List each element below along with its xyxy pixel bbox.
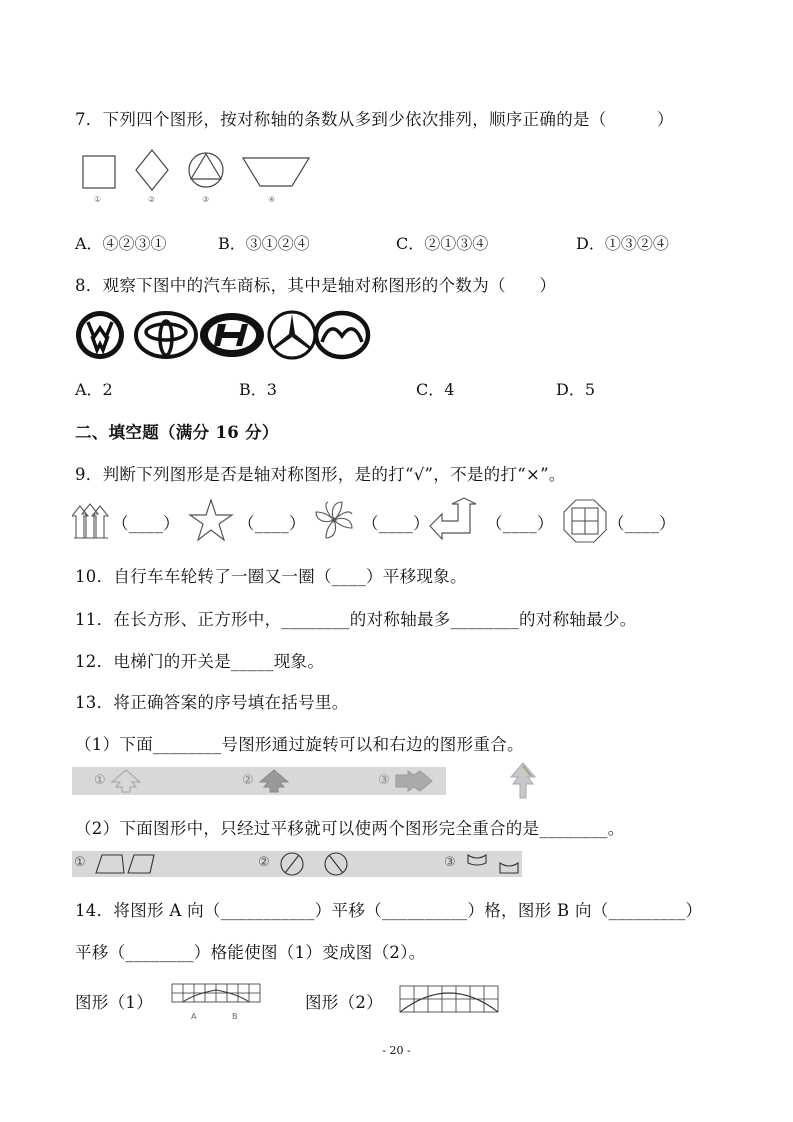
q8-option-c: C．4	[416, 380, 455, 399]
q7-option-c: C．②①③④	[396, 234, 489, 253]
hyundai-logo-icon	[200, 313, 264, 357]
q14-figure2-grid	[398, 982, 500, 1016]
tree-arrow-outline-icon	[110, 769, 142, 793]
rhombus-icon	[136, 150, 168, 190]
q13-sub2-num-2: ②	[258, 855, 270, 870]
q7-option-b: B．③①②④	[218, 234, 310, 253]
q12-text: 12．电梯门的开关是_____现象。	[75, 652, 325, 671]
slashed-circle-pair-icon	[278, 851, 352, 877]
q8-text: 8．观察下图中的汽车商标，其中是轴对称图形的个数为（ ）	[75, 276, 557, 295]
q14-figure2-label: 图形（2）	[305, 993, 383, 1012]
bent-arrow-icon	[428, 496, 484, 542]
q10-text: 10．自行车车轮转了一圈又一圈（____）平移现象。	[75, 567, 467, 586]
q8-logos	[72, 310, 372, 360]
q14-label-a: A	[191, 1012, 197, 1021]
toyota-logo-icon	[136, 313, 196, 357]
arc-shape-pair-icon	[464, 851, 522, 877]
q7-option-a: A．④②③①	[75, 234, 167, 253]
q8-option-a: A．2	[75, 380, 113, 399]
q9-text: 9．判断下列图形是否是轴对称图形，是的打“√”，不是的打“×”。	[75, 465, 566, 484]
q9-blank-4: （____）	[486, 514, 554, 533]
q7-shape-num-1: ①	[94, 195, 102, 204]
q13-sub1-num-2: ②	[242, 773, 254, 788]
square-icon	[83, 156, 115, 188]
star-icon	[188, 498, 234, 542]
q11-text: 11．在长方形、正方形中，________的对称轴最多________的对称轴最少。	[75, 610, 637, 629]
q14-line2: 平移（________）格能使图（1）变成图（2）。	[75, 943, 426, 962]
q13-sub1-num-1: ①	[94, 773, 106, 788]
q14-label-b: B	[232, 1012, 238, 1021]
q8-option-d: D．5	[556, 380, 596, 399]
mazda-logo-icon	[316, 313, 368, 357]
q13-sub2-figure-band	[72, 851, 522, 877]
pinwheel-icon	[312, 498, 356, 542]
parallelogram-pair-icon	[92, 853, 158, 875]
q13-sub1-num-3: ③	[378, 773, 390, 788]
q7-shapes	[80, 148, 310, 208]
circle-triangle-icon	[189, 153, 223, 187]
q13-sub2-num-1: ①	[74, 855, 86, 870]
q13-sub2-num-3: ③	[444, 855, 456, 870]
q13-sub2-text: （2）下面图形中，只经过平移就可以使两个图形完全重合的是________。	[75, 819, 625, 838]
q7-shape-num-4: ④	[268, 195, 276, 204]
page-number: - 20 -	[382, 1044, 411, 1057]
q14-figure1-label: 图形（1）	[75, 993, 153, 1012]
q7-option-d: D．①③②④	[576, 234, 669, 253]
tree-arrow-target-icon	[510, 762, 536, 800]
q7-shape-num-2: ②	[148, 195, 156, 204]
triple-arrow-icon	[72, 500, 112, 540]
volkswagen-logo-icon	[76, 311, 124, 359]
octagon-squares-icon	[562, 498, 608, 544]
q7-shape-num-3: ③	[202, 195, 210, 204]
q8-option-b: B．3	[239, 380, 277, 399]
q9-blank-1: （____）	[112, 514, 180, 533]
q9-blank-5: （____）	[608, 514, 676, 533]
q13-text: 13．将正确答案的序号填在括号里。	[75, 693, 349, 712]
section-2-title: 二、填空题（满分 16 分）	[75, 423, 279, 442]
q9-blank-2: （____）	[238, 514, 306, 533]
q14-figure1-grid	[170, 980, 262, 1020]
q13-sub1-figure-band	[72, 767, 446, 795]
tree-arrow-solid-icon	[258, 769, 290, 793]
q9-blank-3: （____）	[362, 514, 430, 533]
trapezoid-icon	[243, 158, 309, 186]
q7-text: 7．下列四个图形，按对称轴的条数从多到少依次排列，顺序正确的是（ ）	[75, 110, 674, 129]
mercedes-logo-icon	[269, 312, 315, 358]
q13-sub1-text: （1）下面________号图形通过旋转可以和右边的图形重合。	[75, 735, 524, 754]
tree-arrow-rotated-icon	[394, 769, 434, 793]
q14-line1: 14．将图形 A 向（___________）平移（__________）格，图形 B 向（_________）	[75, 901, 703, 920]
